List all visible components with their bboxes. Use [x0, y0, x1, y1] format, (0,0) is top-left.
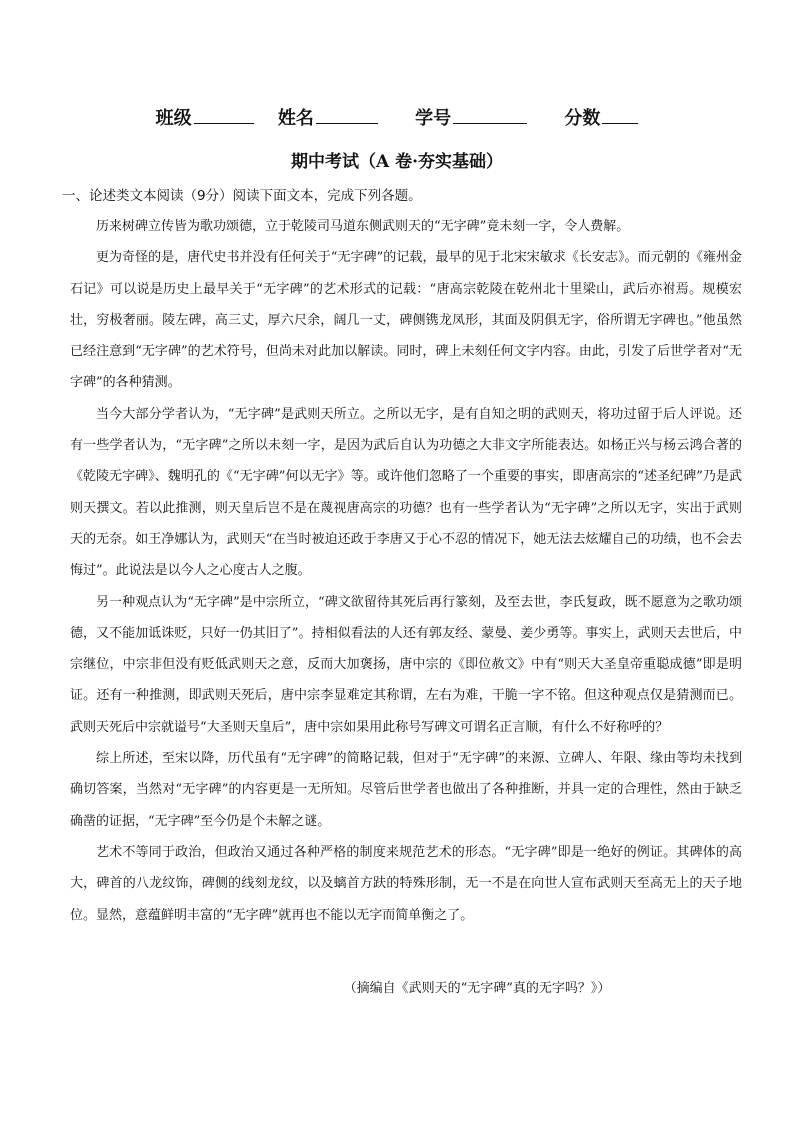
- passage-paragraph: 艺术不等同于政治，但政治又通过各种严格的制度来规范艺术的形态。“无字碑”即是一绝好的例证。其碑体的高大，碑首的八龙纹饰，碑侧的线刻龙纹，以及螭首方趺的特殊形制，无一不是在向世人宣布武则天至高无上的天子地位。显然，意蕴鲜明丰富的“无字碑”就再也不能以无字而简单衡之了。: [70, 844, 742, 923]
- number-label: 学号: [415, 108, 452, 129]
- reading-passage: [70, 211, 742, 931]
- class-label: 班级: [155, 108, 192, 129]
- source-citation: （摘编自《武则天的“无字碑”真的无字吗？》）: [343, 981, 611, 996]
- passage-paragraph: 当今大部分学者认为，“无字碑”是武则天所立。之所以无字，是有自知之明的武则天，将功过留于后人评说。还有一些学者认为，“无字碑”之所以未刻一字，是因为武后自认为功德之大非文字所能表达。如杨正兴与杨云鸿合著的《乾陵无字碑》、魏明孔的《“无字碑”何以无字》等。或许他们忽略了一个重要的事实，即唐高宗的“述圣纪碑”乃是武则天撰文。若以此推测，则天皇后岂不是在蔑视唐高宗的功德？也有一些学者认为“无字碑”之所以无字，实出于武则天的无奈。如王净娜认为，武则天“在当时被迫还政于李唐又于心不忍的情况下，她无法去炫耀自己的功绩，也不会去悔过”。此说法是以今人之心度古人之腹。: [70, 406, 742, 579]
- score-field: [564, 104, 638, 130]
- passage-paragraph: 另一种观点认为“无字碑”是中宗所立，“碑文欲留待其死后再行篆刻，及至去世，李氏复政，既不愿意为之歌功颂德，又不能加诋诛贬，只好一仍其旧了”。持相似看法的人还有郭友经、蒙曼、姜少勇等。事实上，武则天去世后，中宗继位，中宗非但没有贬低武则天之意，反而大加褒扬，唐中宗的《即位赦文》中有“则天大圣皇帝重聪成德”即是明证。还有一种推测，即武则天死后，唐中宗李显难定其称谓，左右为难，干脆一字不铭。但这种观点仅是猜测而已。武则天死后中宗就谥号“大圣则天皇后”，唐中宗如果用此称号写碑文可谓名正言顺，有什么不好称呼的？: [70, 594, 742, 735]
- name-blank[interactable]: [316, 105, 378, 124]
- name-label: 姓名: [277, 108, 314, 129]
- score-blank[interactable]: [602, 105, 638, 124]
- score-label: 分数: [564, 108, 601, 129]
- student-info-line: [0, 104, 794, 130]
- passage-paragraph: 历来树碑立传皆为歌功颂德，立于乾陵司马道东侧武则天的“无字碑”竟未刻一字，令人费解。: [96, 219, 630, 234]
- passage-paragraph: 更为奇怪的是，唐代史书并没有任何关于“无字碑”的记载，最早的见于北宋宋敏求《长安志》。而元朝的《雍州金石记》可以说是历史上最早关于“无字碑”的艺术形式的记载：“唐高宗乾陵在乾州北十里梁山，武后亦祔焉。规模宏壮，穷极奢丽。陵左碑，高三丈，厚六尺余，阔几一丈，碑侧镌龙凤形，其面及阴俱无字，俗所谓无字碑也。”他虽然已经注意到“无字碑”的艺术符号，但尚未对此加以解读。同时，碑上未刻任何文字内容。由此，引发了后世学者对“无字碑”的各种猜测。: [70, 250, 742, 391]
- class-blank[interactable]: [194, 105, 254, 124]
- number-blank[interactable]: [453, 105, 527, 124]
- name-field: [278, 104, 378, 130]
- passage-source: [0, 977, 794, 996]
- exam-title: 期中考试（A 卷·夯实基础）: [290, 152, 504, 172]
- number-field: [415, 104, 527, 130]
- class-field: [156, 104, 254, 130]
- passage-paragraph: 综上所述，至宋以降，历代虽有“无字碑”的简略记载，但对于“无字碑”的来源、立碑人、年限、缘由等均未找到确切答案，当然对“无字碑”的内容更是一无所知。尽管后世学者也做出了各种推断，并具一定的合理性，然由于缺乏确凿的证据，“无字碑”至今仍是个未解之谜。: [70, 751, 742, 829]
- section-heading: 一、论述类文本阅读（9分）阅读下面文本，完成下列各题。: [62, 188, 422, 204]
